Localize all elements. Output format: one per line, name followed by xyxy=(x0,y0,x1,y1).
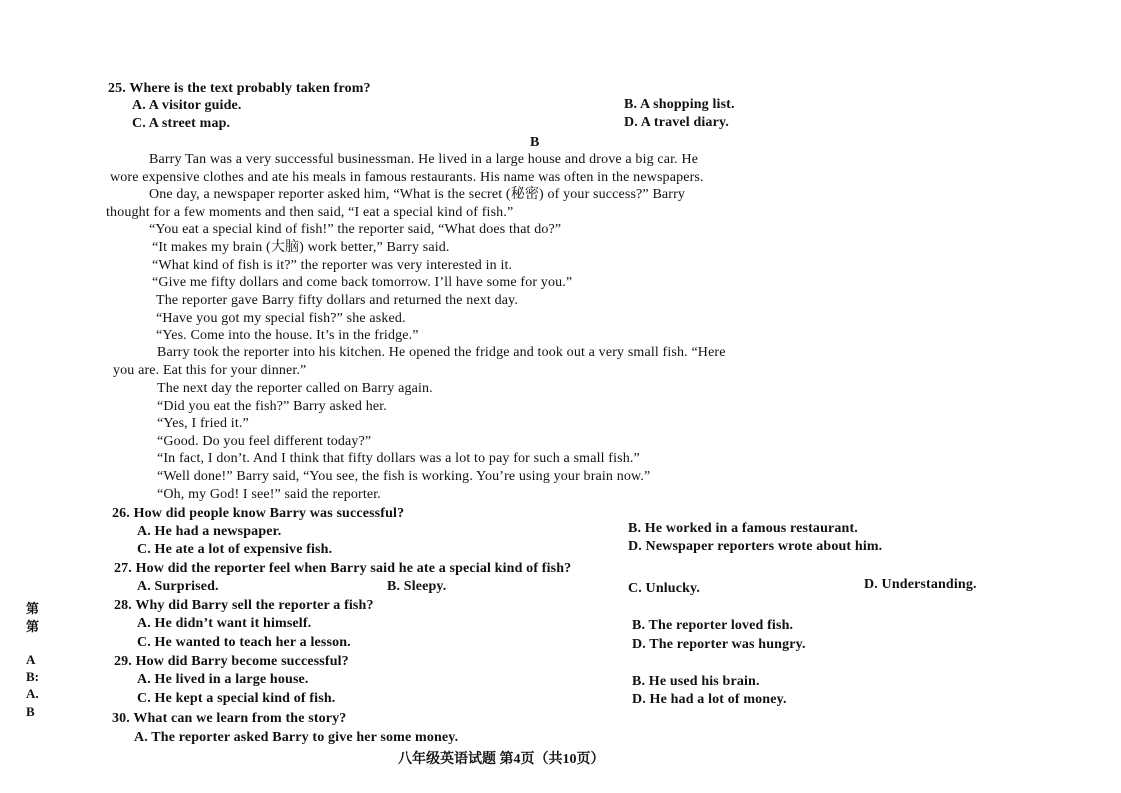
margin-mark: B: xyxy=(26,669,39,684)
q30-stem: 30. What can we learn from the story? xyxy=(112,711,347,726)
passage-line: “Did you eat the fish?” Barry asked her. xyxy=(157,399,387,414)
q25-option-b: B. A shopping list. xyxy=(624,97,735,112)
passage-line: The reporter gave Barry fifty dollars and returned the next day. xyxy=(156,293,519,308)
q27-stem: 27. How did the reporter feel when Barry said he ate a special kind of fish? xyxy=(114,561,572,576)
q29-option-a: A. He lived in a large house. xyxy=(137,672,309,687)
q25-option-d: D. A travel diary. xyxy=(624,115,729,130)
margin-mark: B xyxy=(26,704,35,719)
passage-line: “Oh, my God! I see!” said the reporter. xyxy=(157,487,381,502)
passage-line: “In fact, I don’t. And I think that fifty dollars was a lot to pay for such a small fish.” xyxy=(157,451,640,466)
q29-stem: 29. How did Barry become successful? xyxy=(114,654,349,669)
passage-line: “You eat a special kind of fish!” the reporter said, “What does that do?” xyxy=(149,222,562,237)
q29-option-d: D. He had a lot of money. xyxy=(632,692,787,707)
q28-option-b: B. The reporter loved fish. xyxy=(632,618,794,633)
q30-option-a: A. The reporter asked Barry to give her some money. xyxy=(134,730,459,745)
passage-line: “Yes. Come into the house. It’s in the fridge.” xyxy=(156,328,419,343)
passage-line: “Good. Do you feel different today?” xyxy=(157,434,372,449)
passage-line: Barry took the reporter into his kitchen. He opened the fridge and took out a very small fish. “Here xyxy=(157,345,726,360)
q27-option-d: D. Understanding. xyxy=(864,577,977,592)
q26-option-d: D. Newspaper reporters wrote about him. xyxy=(628,539,883,554)
passage-line: wore expensive clothes and ate his meals in famous restaurants. His name was often in the newspapers. xyxy=(110,170,704,185)
q26-option-b: B. He worked in a famous restaurant. xyxy=(628,521,858,536)
q28-option-c: C. He wanted to teach her a lesson. xyxy=(137,635,351,650)
q27-option-b: B. Sleepy. xyxy=(387,579,447,594)
passage-line: “What kind of fish is it?” the reporter was very interested in it. xyxy=(152,258,513,273)
passage-line: One day, a newspaper reporter asked him, “What is the secret (秘密) of your success?” Barry xyxy=(149,187,686,202)
q27-option-c: C. Unlucky. xyxy=(628,581,701,596)
passage-line: you are. Eat this for your dinner.” xyxy=(113,363,307,378)
section-title: B xyxy=(530,135,540,150)
q28-option-d: D. The reporter was hungry. xyxy=(632,637,806,652)
q25-option-c: C. A street map. xyxy=(132,116,231,131)
passage-line: “Well done!” Barry said, “You see, the fish is working. You’re using your brain now.” xyxy=(157,469,651,484)
q25-stem: 25. Where is the text probably taken from? xyxy=(108,81,371,96)
q26-option-a: A. He had a newspaper. xyxy=(137,524,282,539)
passage-line: The next day the reporter called on Barry again. xyxy=(157,381,433,396)
page-footer: 八年级英语试题 第4页（共10页） xyxy=(398,752,605,767)
q28-option-a: A. He didn’t want it himself. xyxy=(137,616,312,631)
q25-option-a: A. A visitor guide. xyxy=(132,98,242,113)
passage-line: “Have you got my special fish?” she asked. xyxy=(156,311,406,326)
margin-mark: 第 xyxy=(26,619,40,634)
q26-stem: 26. How did people know Barry was successful? xyxy=(112,506,405,521)
q26-option-c: C. He ate a lot of expensive fish. xyxy=(137,542,333,557)
q27-option-a: A. Surprised. xyxy=(137,579,219,594)
q28-stem: 28. Why did Barry sell the reporter a fish? xyxy=(114,598,374,613)
q29-option-b: B. He used his brain. xyxy=(632,674,760,689)
margin-mark: A. xyxy=(26,686,39,701)
passage-line: “Give me fifty dollars and come back tomorrow. I’ll have some for you.” xyxy=(152,275,573,290)
passage-line: Barry Tan was a very successful businessman. He lived in a large house and drove a big car. He xyxy=(149,152,699,167)
passage-line: thought for a few moments and then said, “I eat a special kind of fish.” xyxy=(106,205,514,220)
q29-option-c: C. He kept a special kind of fish. xyxy=(137,691,336,706)
passage-line: “Yes, I fried it.” xyxy=(157,416,249,431)
margin-mark: A xyxy=(26,652,36,667)
margin-mark: 第 xyxy=(26,601,40,616)
passage-line: “It makes my brain (大脑) work better,” Barry said. xyxy=(152,240,450,255)
